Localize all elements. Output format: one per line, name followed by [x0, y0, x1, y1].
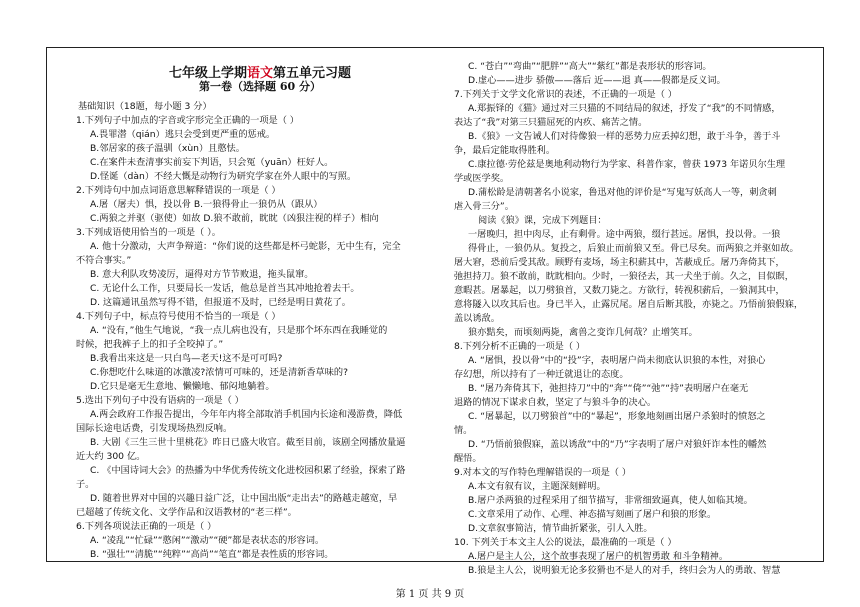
- text-line: D. “乃悟前狼假寐，盖以诱敌”中的“乃”字表明了屠户对狼奸诈本性的幡然: [468, 439, 767, 450]
- text-line: 阅读《狼》课，完成下列题目：: [478, 215, 607, 226]
- text-line: 争，最后定能取得胜利。: [454, 145, 556, 156]
- text-line: D.蒲松龄是清朝著名小说家，鲁迅对他的评价是“写鬼写妖高人一等，刺贪刺: [468, 187, 777, 198]
- text-line: 8.下列分析不正确的一项是（ ）: [454, 341, 586, 352]
- text-line: 国际长途电话费，引发现场热烈反响。: [76, 423, 233, 434]
- text-line: 6.下列各项说法正确的一项是（ ）: [76, 521, 217, 532]
- text-line: B.邻居家的孩子温驯（xùn）且憨怯。: [90, 143, 245, 154]
- right-column: [454, 60, 826, 578]
- text-line: D.虚心——进步 骄傲——落后 近——退 真——假都是反义词。: [468, 75, 726, 86]
- title-subject: 语文: [246, 66, 273, 81]
- text-line: 3.下列成语使用恰当的一项是（ ）。: [76, 227, 221, 238]
- text-line: B. 大剧《三生三世十里桃花》昨日已盛大收官。截至目前，该剧全网播放量逼: [90, 437, 406, 448]
- text-line: 意暇甚。屠暴起，以刀劈狼首，又数刀毙之。方欲行，转视积薪后，一狼洞其中，: [454, 285, 785, 296]
- text-line: D. 随着世界对中国的兴趣日益广泛，让中国出版“走出去”的路越走越宽，早: [90, 493, 398, 504]
- text-line: 4.下列句子中，标点符号使用不恰当的一项是（ ）: [76, 311, 281, 322]
- text-line: C. “屠暴起，以刀劈狼首”中的“暴起”，形象地刻画出屠户杀狼时的愤怒之: [468, 411, 766, 422]
- text-line: A.郑振铎的《猫》通过对三只猫的不同结局的叙述，抒发了“我”的不同情感，: [468, 103, 781, 114]
- text-line: 屠大窘，恐前后受其敌。顾野有麦场，场主积薪其中，苫蔽成丘。屠乃奔倚其下，: [454, 257, 785, 268]
- text-line: 得骨止，一狼仍从。复投之，后狼止而前狼又至。骨已尽矣。而两狼之并驱如故。: [468, 243, 799, 254]
- text-line: D.怪诞（dàn）不经大慨是动物行为研究学家在外人眼中的写照。: [90, 171, 357, 182]
- text-line: A.屠户是主人公，这个故事表现了屠户的机智勇敢 和斗争精神。: [468, 551, 729, 562]
- text-line: B. 意大利队攻势凌厉，逼得对方节节败退，拖头鼠窜。: [90, 269, 314, 280]
- text-line: 表达了“我”对第三只猫屈死的内疚、痛苦之情。: [454, 117, 648, 128]
- text-line: 虐入骨三分”。: [454, 201, 514, 212]
- text-line: B.我看出来这是一只白鸟—老天!这不是可可吗?: [90, 353, 283, 364]
- text-line: 学或医学奖。: [454, 173, 510, 184]
- text-line: 5.选出下列句子中没有语病的一项是（ ）: [76, 395, 244, 406]
- text-line: 存幻想，所以持有了一种迁就退让的态度。: [454, 369, 629, 380]
- text-line: C. 无论什么工作，只要局长一发话，他总是首当其冲地抢着去干。: [90, 283, 360, 294]
- text-line: C.文章采用了动作、心理、神态描写刻画了屠户和狼的形象。: [468, 509, 717, 520]
- text-line: A.畏罪潜（qián）逃只会受到更严重的惩戒。: [90, 129, 276, 140]
- left-column: [76, 100, 446, 562]
- text-line: A.本文有叙有议，主题深刻鲜明。: [468, 481, 606, 492]
- text-line: B.《狼》一文告诫人们对待像狼一样的恶势力应丢掉幻想，敢于斗争，善于斗: [468, 131, 781, 142]
- text-line: D.文章叙事简洁，情节曲折紧张，引人入胜。: [468, 523, 653, 534]
- document-subtitle: 第一卷（选择题 60 分）: [199, 80, 321, 93]
- text-line: 近大约 300 亿。: [76, 451, 146, 462]
- text-line: A. “凌乱”“忙碌”“憨闲”“激动”“硬”都是表状态的形容词。: [90, 535, 325, 546]
- text-line: B.屠户杀两狼的过程采用了细节描写，非常细致逼真，使人如临其境。: [468, 495, 753, 506]
- title-part-2: 第五单元习题: [273, 66, 352, 81]
- text-line: 一屠晚归，担中肉尽，止有剩骨。途中两狼，缀行甚远。屠惧，投以骨。一狼: [468, 229, 781, 240]
- text-line: 基础知识（18题，每小题 3 分）: [78, 101, 212, 112]
- text-line: 已超越了传统文化、文学作品和汉语教材的“老三样”。: [76, 507, 297, 518]
- text-line: 意将隧入以攻其后也。身已半入，止露尻尾。屠自后断其股，亦毙之。乃悟前狼假寐，: [454, 299, 804, 310]
- text-line: C. “苍白”“弯曲”“肥胖”“高大”“紫红”都是表形状的形容词。: [468, 61, 712, 72]
- text-line: D. 这篇通讯虽然写得不错，但报道不及时，已经是明日黄花了。: [90, 297, 351, 308]
- text-line: 退路的情况下谋求自救，坚定了与狼斗争的决心。: [454, 397, 657, 408]
- text-line: 弛担持刀。狼不敢前，眈眈相向。少时，一狼径去，其一犬坐于前。久之，目似瞑，: [454, 271, 794, 282]
- text-line: C. 《中国诗词大会》的热播为中华优秀传统文化进校园积累了经验，探索了路: [90, 465, 406, 476]
- text-line: 醒悟。: [454, 453, 482, 464]
- text-line: C.两狼之并驱（驱使）如故 D.狼不敢前，眈眈（凶狠注视的样子）相向: [90, 213, 379, 224]
- text-line: 盖以诱敌。: [454, 313, 500, 324]
- text-line: 7.下列关于文学文化常识的表述，不正确的一项是（ ）: [454, 89, 677, 100]
- page-footer: 第 1 页 共 9 页: [395, 589, 465, 600]
- text-line: 9.对本文的写作特色理解错误的一项是（ ）: [454, 467, 632, 478]
- text-line: D.它只是毫无生意地、懒懒地、郁闷地躺着。: [90, 381, 275, 392]
- text-line: C.康拉德·劳伦兹是奥地利动物行为学家、科普作家，曾获 1973 年诺贝尔生理: [468, 159, 786, 170]
- text-line: 2.下列诗句中加点词语意思解释错误的一项是（ ）: [76, 185, 281, 196]
- text-line: B. “强壮”“清脆”“纯粹”“高尚”“笔直”都是表性质的形容词。: [90, 549, 334, 560]
- text-line: C.在案件未查清事实前妄下判语，只会冤（yuān）枉好人。: [90, 157, 334, 168]
- text-line: 子。: [76, 479, 95, 490]
- text-line: A. 他十分激动，大声争辩道：“你们说的这些都是杯弓蛇影，无中生有，完全: [90, 241, 401, 252]
- text-line: B. “屠乃奔倚其下，弛担持刀”中的“奔”“倚”“弛”“持”表明屠户在毫无: [468, 383, 749, 394]
- text-line: 10. 下列关于本文主人公的说法，最准确的一项是（ ）: [454, 537, 677, 548]
- text-line: A.屠（屠夫）惧，投以骨 B.一狼得骨止一狼仍从（跟从）: [90, 199, 323, 210]
- text-line: 不符合事实。”: [76, 255, 132, 266]
- text-line: 情。: [454, 425, 473, 436]
- text-line: A.两会政府工作报告提出，今年年内将全部取消手机国内长途和漫游费，降低: [90, 409, 403, 420]
- text-line: 时候，把我裤子上的扣子全咬掉了。”: [76, 339, 224, 350]
- text-line: B.狼是主人公，说明狼无论多狡猾也不是人的对手，终归会为人的勇敢、智慧: [468, 565, 781, 576]
- title-part-1: 七年级上学期: [168, 66, 247, 81]
- text-line: C.你想吃什么味道的冰激凌?浓情可可味的，还是清新香草味的?: [90, 367, 348, 378]
- text-line: A. “屠惧，投以骨”中的“投”字，表明屠户尚未彻底认识狼的本性，对狼心: [468, 355, 766, 366]
- text-line: A. “没有，”他生气地说，“我一点儿病也没有，只是那个坏东西在我睡觉的: [90, 325, 388, 336]
- text-line: 狼亦黠矣，而顷刻两毙，禽兽之变诈几何哉？止增笑耳。: [468, 327, 698, 338]
- text-line: 1.下列句子中加点的字音或字形完全正确的一项是（ ）: [76, 115, 299, 126]
